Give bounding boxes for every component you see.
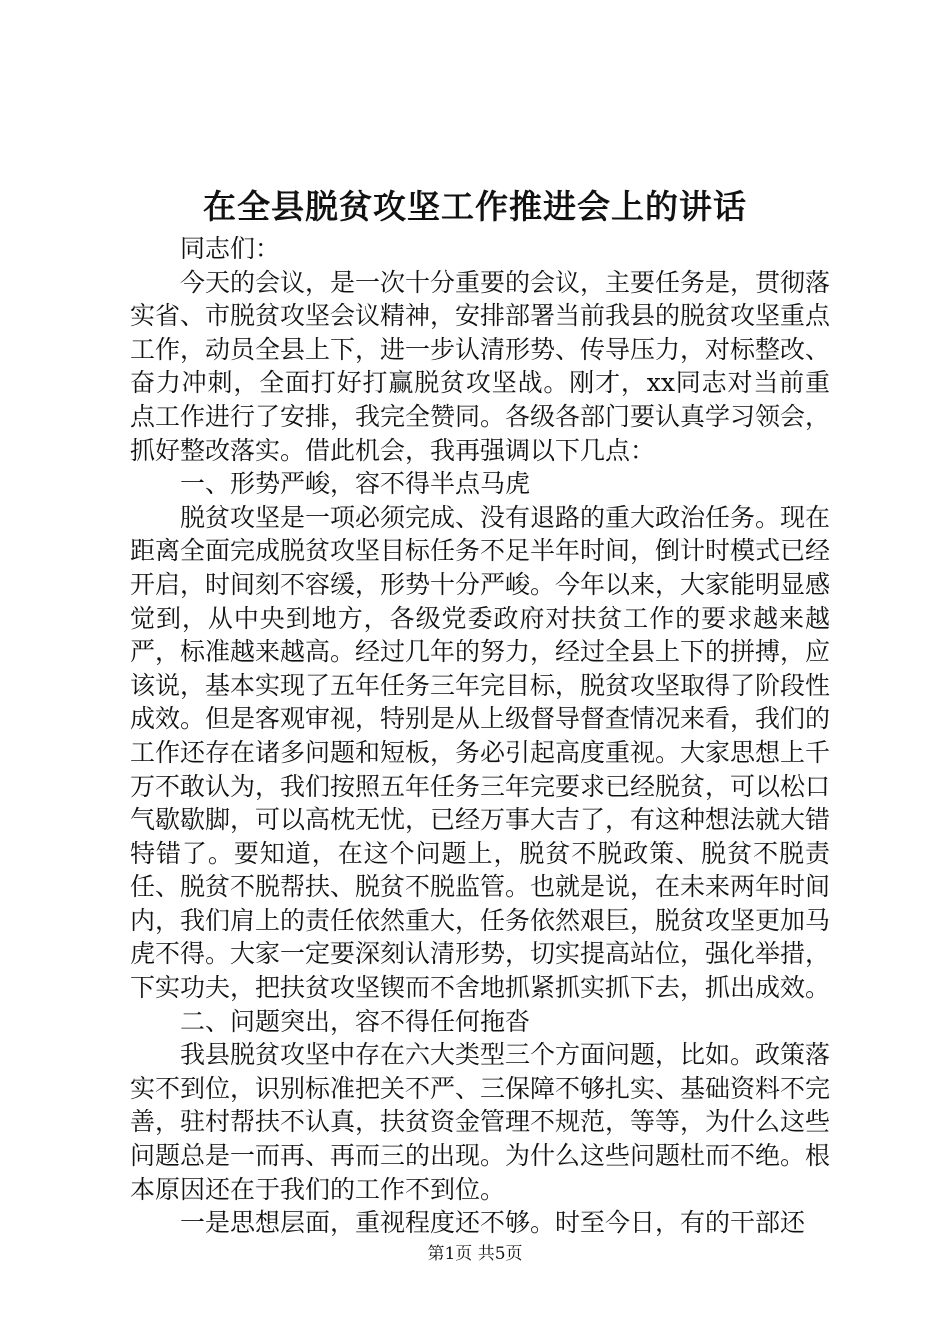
document-body — [130, 232, 830, 1240]
page-title: 在全县脱贫攻坚工作推进会上的讲话 — [203, 187, 747, 226]
paragraph: 脱贫攻坚是一项必须完成、没有退路的重大政治任务。现在距离全面完成脱贫攻坚目标任务不足半年时间，倒计时模式已经开启，时间刻不容缓，形势十分严峻。今年以来，大家能明显感觉到，从中央到地方，各级党委政府对扶贫工作的要求越来越严，标准越来越高。经过几年的努力，经过全县上下的拼搏，应该说，基本实现了五年任务三年完目标，脱贫攻坚取得了阶段性成效。但是客观审视，特别是从上级督导督查情况来看，我们的工作还存在诸多问题和短板，务必引起高度重视。大家思想上千万不敢认为，我们按照五年任务三年完要求已经脱贫，可以松口气歇歇脚，可以高枕无忧，已经万事大吉了，有这种想法就大错特错了。要知道，在这个问题上，脱贫不脱政策、脱贫不脱责任、脱贫不脱帮扶、脱贫不脱监管。也就是说，在未来两年时间内，我们肩上的责任依然重大，任务依然艰巨，脱贫攻坚更加马虎不得。大家一定要深刻认清形势，切实提高站位，强化举措，下实功夫，把扶贫攻坚锲而不舍地抓紧抓实抓下去，抓出成效。 — [130, 502, 831, 1003]
salutation: 同志们： — [180, 234, 281, 263]
page-footer: 第1页 共5页 — [427, 1244, 523, 1264]
paragraph: 一是思想层面，重视程度还不够。时至今日，有的干部还 — [180, 1208, 806, 1238]
paragraph: 我县脱贫攻坚中存在六大类型三个方面问题，比如。政策落实不到位，识别标准把关不严、三保障不够扎实、基础资料不完善，驻村帮扶不认真，扶贫资金管理不规范，等等，为什么这些问题总是一而再、再而三的出现。为什么这些问题杜而不绝。根本原因还在于我们的工作不到位。 — [130, 1040, 831, 1204]
paragraph: 今天的会议，是一次十分重要的会议，主要任务是，贯彻落实省、市脱贫攻坚会议精神，安排部署当前我县的脱贫攻坚重点工作，动员全县上下，进一步认清形势、传导压力，对标整改、奋力冲刺，全面打好打赢脱贫攻坚战。刚才，xx同志对当前重点工作进行了安排，我完全赞同。各级各部门要认真学习领会，抓好整改落实。借此机会，我再强调以下几点： — [130, 267, 831, 465]
section-heading: 二、问题突出，容不得任何拖沓 — [180, 1006, 531, 1036]
section-heading: 一、形势严峻，容不得半点马虎 — [180, 469, 531, 499]
